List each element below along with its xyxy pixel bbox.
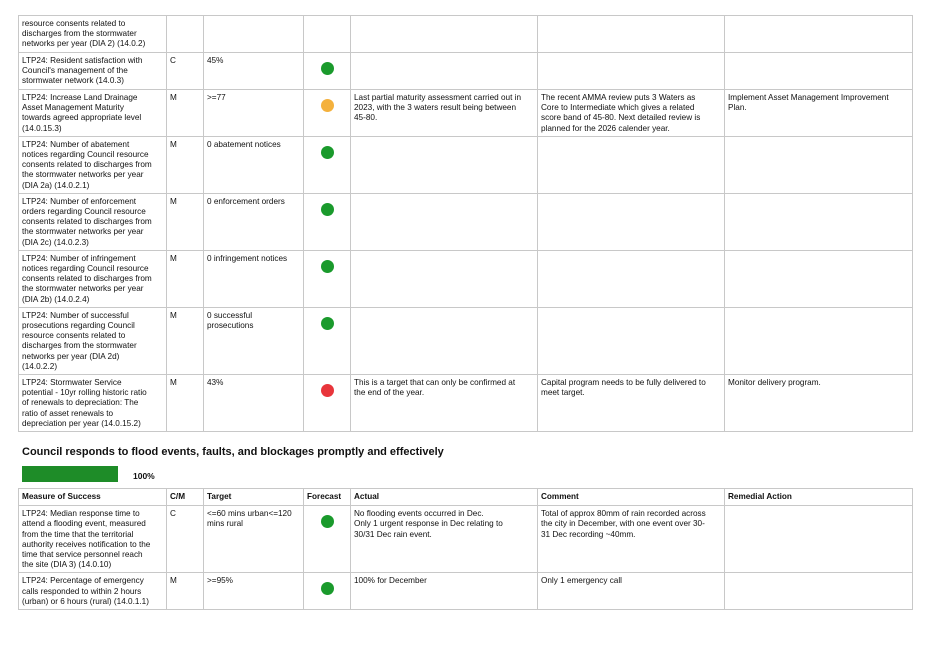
remedial-cell — [725, 307, 913, 374]
performance-table — [18, 15, 913, 432]
actual-cell — [351, 193, 538, 250]
remedial-cell — [725, 136, 913, 193]
forecast-status-green-icon — [321, 582, 334, 595]
forecast-status-green-icon — [321, 317, 334, 330]
table-row — [19, 90, 913, 137]
table-header-row — [19, 489, 913, 506]
cm-cell: C — [167, 53, 204, 90]
measure-cell: LTP24: Number of successful prosecutions regarding Council resource consents related to discharges from the stormwater networks per year (DIA 2d) (14.0.2.2) — [19, 307, 167, 374]
forecast-cell — [304, 307, 351, 374]
comment-cell: Capital program needs to be fully delivered to meet target. — [538, 375, 725, 432]
forecast-cell — [304, 90, 351, 137]
forecast-status-green-icon — [321, 62, 334, 75]
forecast-status-green-icon — [321, 146, 334, 159]
target-cell: 45% — [204, 53, 304, 90]
actual-cell — [351, 307, 538, 374]
target-cell: >=77 — [204, 90, 304, 137]
comment-cell — [538, 307, 725, 374]
cm-cell — [167, 16, 204, 53]
actual-cell — [351, 250, 538, 307]
remedial-cell: Monitor delivery program. — [725, 375, 913, 432]
actual-cell — [351, 53, 538, 90]
measure-cell: LTP24: Number of infringement notices regarding Council resource consents related to discharges from the stormwater networks per year (DIA 2b) (14.0.2.4) — [19, 250, 167, 307]
forecast-status-green-icon — [321, 515, 334, 528]
cm-cell: M — [167, 136, 204, 193]
cm-cell: M — [167, 193, 204, 250]
table-body — [19, 506, 913, 610]
forecast-cell — [304, 250, 351, 307]
remedial-cell — [725, 250, 913, 307]
cm-cell: M — [167, 307, 204, 374]
comment-cell: Total of approx 80mm of rain recorded across the city in December, with one event over 30- 31 Dec recording ~40mm. — [538, 506, 725, 573]
measure-cell: LTP24: Increase Land Drainage Asset Management Maturity towards agreed appropriate level (14.0.15.3) — [19, 90, 167, 137]
header-cm: C/M — [167, 489, 204, 506]
target-cell: <=60 mins urban<=120 mins rural — [204, 506, 304, 573]
measure-cell: LTP24: Median response time to attend a flooding event, measured from the time that the territorial authority receives notification to the time that service personnel reach the site (DIA 3) (14.0.10) — [19, 506, 167, 573]
measure-cell: LTP24: Percentage of emergency calls responded to within 2 hours (urban) or 6 hours (rural) (14.0.1.1) — [19, 573, 167, 610]
remedial-cell — [725, 53, 913, 90]
header-measure: Measure of Success — [19, 489, 167, 506]
remedial-cell — [725, 573, 913, 610]
forecast-cell — [304, 53, 351, 90]
header-comment: Comment — [538, 489, 725, 506]
cm-cell: M — [167, 573, 204, 610]
forecast-status-green-icon — [321, 203, 334, 216]
target-cell: 0 successful prosecutions — [204, 307, 304, 374]
target-cell: >=95% — [204, 573, 304, 610]
measure-cell: LTP24: Number of abatement notices regarding Council resource consents related to discharges from the stormwater networks per year (DIA 2a) (14.0.2.1) — [19, 136, 167, 193]
target-cell: 0 enforcement orders — [204, 193, 304, 250]
table-row — [19, 375, 913, 432]
table-row — [19, 250, 913, 307]
cm-cell: M — [167, 250, 204, 307]
actual-cell: 100% for December — [351, 573, 538, 610]
cm-cell: M — [167, 90, 204, 137]
forecast-cell — [304, 573, 351, 610]
section-heading: Council responds to flood events, faults, and blockages promptly and effectively — [22, 446, 444, 458]
forecast-status-red-icon — [321, 384, 334, 397]
forecast-cell — [304, 16, 351, 53]
forecast-cell — [304, 375, 351, 432]
forecast-status-amber-icon — [321, 99, 334, 112]
target-cell: 43% — [204, 375, 304, 432]
actual-cell: No flooding events occurred in Dec. Only 1 urgent response in Dec relating to 30/31 Dec rain event. — [351, 506, 538, 573]
target-cell: 0 infringement notices — [204, 250, 304, 307]
target-cell — [204, 16, 304, 53]
table-row — [19, 136, 913, 193]
actual-cell — [351, 136, 538, 193]
table-body — [19, 16, 913, 432]
forecast-cell — [304, 506, 351, 573]
cm-cell: M — [167, 375, 204, 432]
header-remedial: Remedial Action — [725, 489, 913, 506]
forecast-cell — [304, 136, 351, 193]
table-row — [19, 53, 913, 90]
forecast-status-green-icon — [321, 260, 334, 273]
comment-cell — [538, 136, 725, 193]
header-actual: Actual — [351, 489, 538, 506]
table-row — [19, 193, 913, 250]
forecast-cell — [304, 193, 351, 250]
header-forecast: Forecast — [304, 489, 351, 506]
table-row — [19, 16, 913, 53]
remedial-cell — [725, 506, 913, 573]
actual-cell: Last partial maturity assessment carried out in 2023, with the 3 waters result being between 45-80. — [351, 90, 538, 137]
comment-cell — [538, 16, 725, 53]
comment-cell — [538, 53, 725, 90]
remedial-cell: Implement Asset Management Improvement Plan. — [725, 90, 913, 137]
progress-bar-fill — [22, 466, 118, 482]
target-cell: 0 abatement notices — [204, 136, 304, 193]
actual-cell: This is a target that can only be confirmed at the end of the year. — [351, 375, 538, 432]
comment-cell: The recent AMMA review puts 3 Waters as Core to Intermediate which gives a related score band of 45-80. Next detailed review is planned for the 2026 calender year. — [538, 90, 725, 137]
measure-cell: LTP24: Stormwater Service potential - 10yr rolling historic ratio of renewals to depreciation: The ratio of asset renewals to depreciation per year (14.0.15.2) — [19, 375, 167, 432]
flood-response-table — [18, 488, 913, 610]
actual-cell — [351, 16, 538, 53]
comment-cell — [538, 250, 725, 307]
table-row — [19, 573, 913, 610]
progress-percent: 100% — [133, 471, 155, 481]
comment-cell: Only 1 emergency call — [538, 573, 725, 610]
table-row — [19, 307, 913, 374]
measure-cell: LTP24: Number of enforcement orders regarding Council resource consents related to discharges from the stormwater networks per year (DIA 2c) (14.0.2.3) — [19, 193, 167, 250]
cm-cell: C — [167, 506, 204, 573]
header-target: Target — [204, 489, 304, 506]
progress-bar — [22, 466, 118, 482]
comment-cell — [538, 193, 725, 250]
remedial-cell — [725, 193, 913, 250]
measure-cell: LTP24: Resident satisfaction with Council's management of the stormwater network (14.0.3) — [19, 53, 167, 90]
table-row — [19, 506, 913, 573]
measure-cell: resource consents related to discharges from the stormwater networks per year (DIA 2) (14.0.2) — [19, 16, 167, 53]
remedial-cell — [725, 16, 913, 53]
